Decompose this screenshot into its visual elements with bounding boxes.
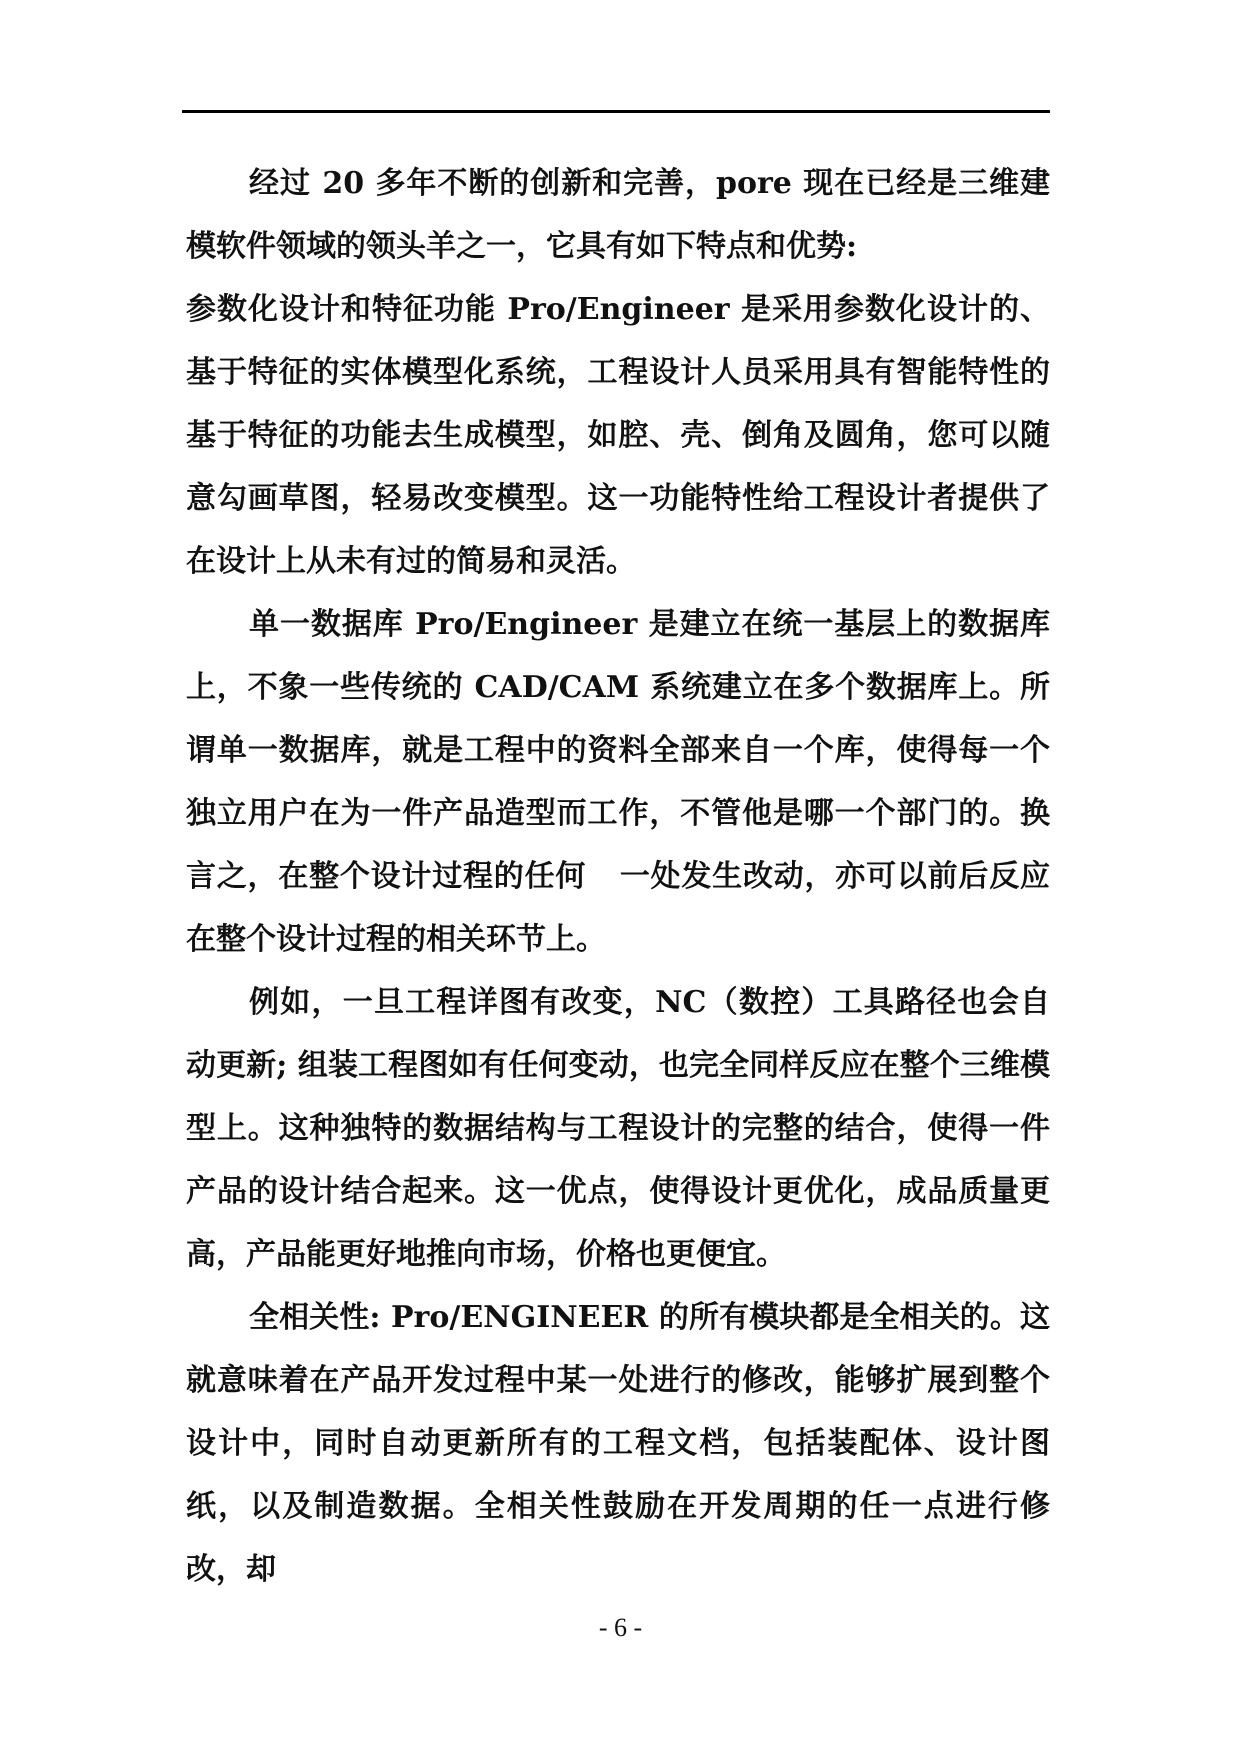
header-rule	[182, 110, 1050, 113]
document-body	[186, 152, 1050, 1601]
paragraph-intro: 经过 20 多年不断的创新和完善，pore 现在已经是三维建模软件领域的领头羊之一，它具有如下特点和优势:	[186, 166, 1050, 264]
paragraph-single-database: 单一数据库 Pro/Engineer 是建立在统一基层上的数据库上，不象一些传统的 CAD/CAM 系统建立在多个数据库上。所谓单一数据库，就是工程中的资料全部来自一个库，使得每一个独立用户在为一件产品造型而工作，不管他是哪一个部门的。换言之，在整个设计过程的任何 一处发生改动，亦可以前后反应在整个设计过程的相关环节上。	[186, 607, 1050, 957]
page-number: - 6 -	[598, 1613, 643, 1642]
paragraph-full-associativity: 全相关性: Pro/ENGINEER 的所有模块都是全相关的。这就意味着在产品开发过程中某一处进行的修改，能够扩展到整个设计中，同时自动更新所有的工程文档，包括装配体、设计图纸，以及制造数据。全相关性鼓励在开发周期的任一点进行修改，却	[186, 1300, 1050, 1587]
paragraph-parametric-design: 参数化设计和特征功能 Pro/Engineer 是采用参数化设计的、基于特征的实体模型化系统，工程设计人员采用具有智能特性的基于特征的功能去生成模型，如腔、壳、倒角及圆角，您可以随意勾画草图，轻易改变模型。这一功能特性给工程设计者提供了在设计上从未有过的简易和灵活。	[186, 292, 1050, 579]
paragraph-example: 例如，一旦工程详图有改变，NC（数控）工具路径也会自动更新; 组装工程图如有任何变动，也完全同样反应在整个三维模型上。这种独特的数据结构与工程设计的完整的结合，使得一件产品的设计结合起来。这一优点，使得设计更优化，成品质量更高，产品能更好地推向市场，价格也更便宜。	[186, 985, 1050, 1272]
